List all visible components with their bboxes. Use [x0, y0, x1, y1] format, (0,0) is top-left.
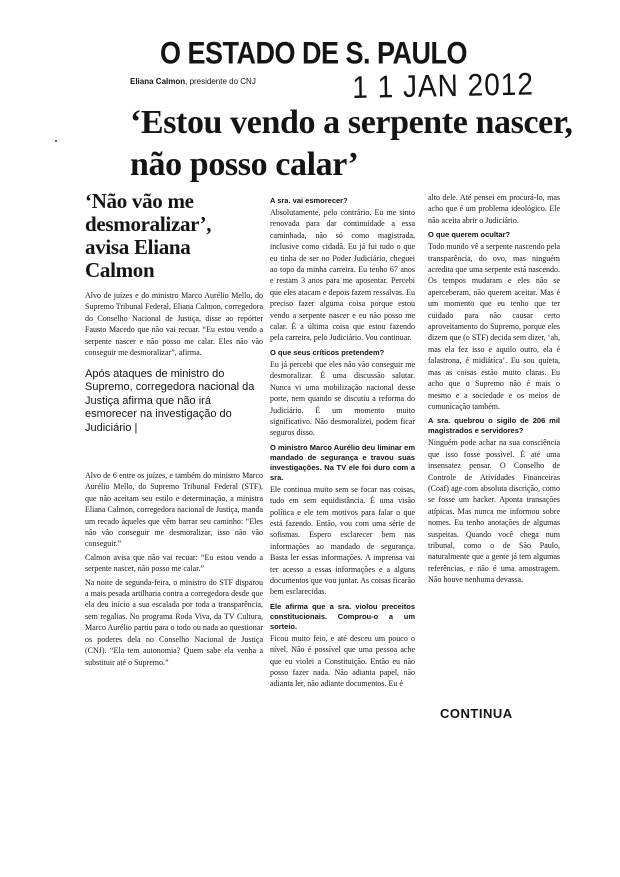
intro-paragraph: Alvo de juízes e do ministro Marco Aurélio Mello, do Supremo Tribunal Federal, Eliana Calmon, corregedora do Conselho Nacional de Justiça, disse ao repórter Fausto Macedo que não vai recuar. “Eu estou vendo a serpente nascer e não posso me calar. Eles não vão conseguir me desmoralizar”, afirma. [85, 291, 263, 358]
interview-answer: Ficou muito feio, e até desceu um pouco o nível. Não é possível que uma pessoa ache que eu violei a Constituição. Então eu não posso fazer nada. Não adianta papel, não adianta ler, não adiante documentos. Eu é [270, 633, 415, 689]
interview-answer: alto dele. Até pensei em procurá-lo, mas acho que é um problema ideológico. Ele não aceita abrir o Judiciário. [428, 193, 560, 225]
interview-answer: Ele continua muito sem se focar nas coisas, tudo em sem equidistância. É uma visão política e ele tem motivos para falar o que está fazendo. Então, vou com uma série de sofismas. Espero esclarecer bem nas informações ao mandado de segurança. Basta ler essas informações. A imprensa vai ter acesso a essas informações e a alguns documentos que vou juntar. As coisas ficarão bem esclarecidas. [270, 484, 415, 597]
column-1-body [85, 470, 263, 670]
interview-question: O que querem ocultar? [428, 230, 511, 240]
photo-caption [130, 77, 360, 86]
interview-answer: Absolutamente, pelo contrário. Eu me sinto renovada para dar continuidade a essa caminhada, não só como magistrada, inclusive como cidadã. Eu já fui tudo o que eu tinha de ser no Poder Judiciário, cheguei ao topo da minha carreira. Eu tenho 67 anos e restam 3 anos para me aposentar. Percebi que eles atacam e depois fazem ressalvas. Eu preciso fazer alguma coisa porque estou vendo a serpente nascer e eu não posso me calar. É a última coisa que estou fazendo pela carreira, pelo Judiciário. Vou continuar. [270, 208, 415, 343]
interview-answer: Eu já percebi que eles não vão conseguir me desmoralizar. É uma discussão salutar. Nunca vi uma mobilização nacional desse porte, nem quando se discutiu a reforma do Judiciário. É um momento muito significativo. Não desmoralizei, podem ficar seguros disso. [270, 359, 415, 438]
body-paragraph: Na noite de segunda-feira, o ministro do STF disparou a mais pesada artilharia contra a corregedora desde que ela deu início a sua escalada por toda a transparência, sem regalias. No programa Roda Viva, da TV Cultura, Marco Aurélio partiu para o todo ou nada ao questionar os poderes dela no Conselho Nacional de Justiça (CNJ). “Ela tem autonomia? Quem sabe ela venha a substituir até o Supremo.” [85, 577, 263, 667]
newspaper-masthead: O ESTADO DE S. PAULO [160, 36, 468, 71]
date-stamp: 1 1 JAN 2012 [352, 66, 535, 105]
column-2-interview [270, 192, 415, 692]
body-paragraph: Calmon avisa que não vai recuar: “Eu estou vendo a serpente nascer, não posso me calar.” [85, 552, 263, 574]
scan-speck [55, 140, 57, 142]
interview-answer: Todo mundo vê a serpente nascendo pela transparência, do ovo, mas ninguém acredita que uma serpente está nascendo. Os tempos mudaram e eles não se aperceberam, não querem aceitar. Mas é um momento que eu tenho que ter cuidado para não causar certo aproveitamento do Supremo, porque eles dizem que (o STF) decida sem dizer, ‘ah, mas ela fez isso e aquilo outro, ela é falastrona, é midiática’. Eu sou quieta, mas as coisas estão muito claras. Eu acho que o Supremo não é mais o mesmo e a sociedade e os meios de comunicação também. [428, 242, 560, 411]
caption-role: , presidente do CNJ [185, 77, 256, 86]
interview-question: A sra. vai esmorecer? [270, 196, 348, 205]
column-3-interview [428, 192, 560, 588]
interview-question: A sra. quebrou o sigilo de 206 mil magistrados e servidores? [428, 416, 560, 436]
interview-question: O que seus críticos pretendem? [270, 347, 385, 357]
article-subhead: ‘Não vão me desmoralizar’, avisa Eliana Calmon [85, 189, 212, 282]
interview-answer: Ninguém pode achar na sua consciência que isso fosse possível. É até uma insensatez pensar. O Conselho de Controle de Atividades Financeiras (Coaf) age com absoluta discrição, como se fosse um hacker. Aponta transações atípicas. Mas nunca me informou sobre nomes. Eu tenho anotações de algumas suspeitas. Quando você chega num tribunal, como o de São Paulo, naturalmente que a gente já tem algumas referências, e não é uma amostragem. Não houve nenhuma devassa. [428, 438, 560, 585]
continues-label: CONTINUA [440, 706, 513, 721]
interview-question: Ele afirma que a sra. violou preceitos constitucionais. Comprou-o a um sorteio. [270, 601, 415, 631]
interview-question: O ministro Marco Aurélio deu liminar em mandado de segurança e travou suas investigações. Na TV ele foi duro com a sra. [270, 442, 415, 482]
article-deck: Após ataques de ministro do Supremo, corregedora nacional da Justiça afirma que não irá esmorecer na investigação do Judiciário | [85, 368, 255, 434]
body-paragraph: Alvo de 6 entre os juízes, e também do ministro Marco Aurélio Mello, do Supremo Tribunal Federal (STF), que não aceitam seu estilo e determinação, a ministra Eliana Calmon, corregedora nacional de Justiça, manda um recado àqueles que vêm barrar seu caminho: “Eles não vão conseguir me desmoralizar, isso não vão conseguir.” [85, 471, 263, 549]
column-1-intro [85, 290, 263, 360]
caption-name: Eliana Calmon [130, 77, 186, 86]
article-headline: ‘Estou vendo a serpente nascer, não posso calar’ [130, 104, 573, 183]
